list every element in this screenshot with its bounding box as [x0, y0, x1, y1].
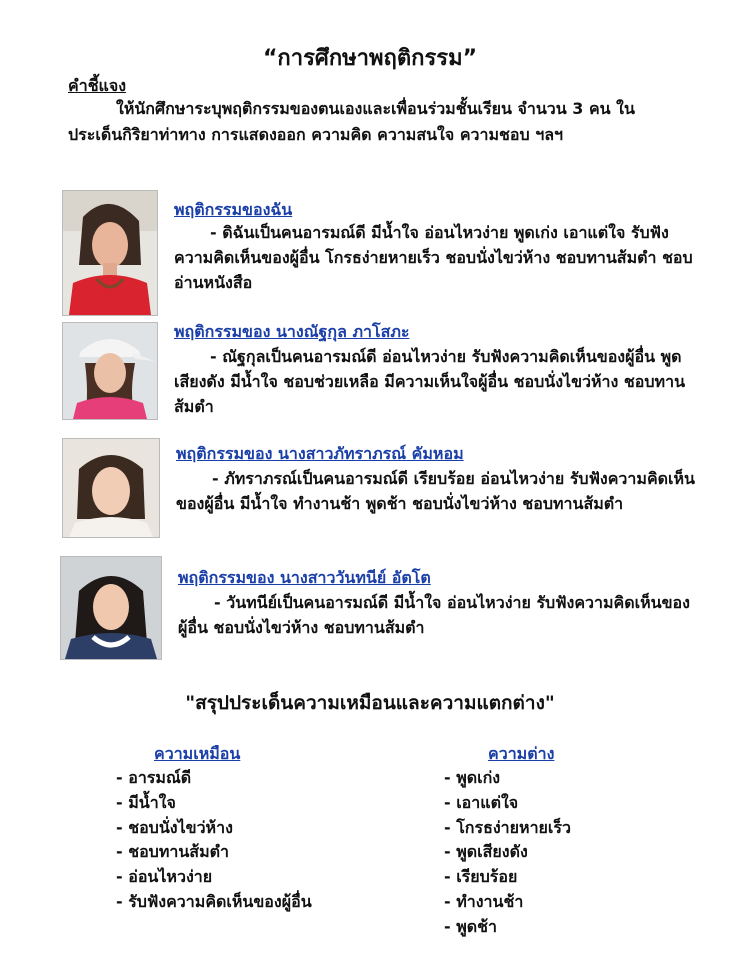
list-item: - อารมณ์ดี	[116, 768, 192, 787]
differences-list	[444, 766, 571, 940]
entry-title-2: พฤติกรรมของ นางณัฐกุล ภาโสภะ	[174, 322, 410, 341]
list-item: - เอาแต่ใจ	[444, 792, 519, 812]
list-item: - พูดช้า	[444, 916, 497, 936]
list-item: - รับฟังความคิดเห็นของผู้อื่น	[116, 891, 312, 911]
list-item: - มีน้ำใจ	[116, 792, 176, 812]
list-item: - ทำงานช้า	[444, 891, 524, 911]
page-title: “การศึกษาพฤติกรรม”	[262, 46, 478, 71]
list-item: - โกรธง่ายหายเร็ว	[444, 817, 571, 837]
list-item: - พูดเก่ง	[444, 768, 501, 787]
list-item: - ชอบนั่งไขว่ห้าง	[116, 817, 233, 837]
instructions-body: ให้นักศึกษาระบุพฤติกรรมของตนเองและเพื่อนร่วมชั้นเรียน จำนวน 3 คน ในประเด็นกิริยาท่าทาง การแสดงออก ความคิด ความสนใจ ความชอบ ฯลฯ	[68, 99, 635, 144]
entry-body-1: - ดิฉันเป็นคนอารมณ์ดี มีน้ำใจ อ่อนไหวง่าย พูดเก่ง เอาแต่ใจ รับฟังความคิดเห็นของผู้อื่น โกรธง่ายหายเร็ว ชอบนั่งไขว่ห้าง ชอบทานส้มตำ ชอบอ่านหนังสือ	[174, 223, 693, 292]
list-item: - ชอบทานส้มตำ	[116, 842, 229, 862]
portrait-photo-2	[62, 322, 158, 420]
differences-heading: ความต่าง	[488, 744, 555, 763]
similarities-heading: ความเหมือน	[154, 744, 241, 763]
entry-body-2: - ณัฐกุลเป็นคนอารมณ์ดี อ่อนไหวง่าย รับฟังความคิดเห็นของผู้อื่น พูดเสียงดัง มีน้ำใจ ชอบช่วยเหลือ มีความเห็นใจผู้อื่น ชอบนั่งไขว่ห้าง ชอบทานส้มตำ	[174, 347, 686, 416]
portrait-photo-3	[62, 438, 160, 538]
entry-title-4: พฤติกรรมของ นางสาววันทนีย์ อัตโต	[178, 568, 431, 587]
portrait-photo-4	[60, 556, 162, 660]
list-item: - อ่อนไหวง่าย	[116, 867, 213, 887]
instructions-text	[68, 96, 688, 148]
portrait-photo-1	[62, 190, 158, 316]
entry-title-1: พฤติกรรมของฉัน	[174, 200, 293, 219]
instructions-heading: คำชี้แจง	[68, 76, 127, 95]
similarities-list	[116, 766, 312, 915]
entry-body-4: - วันทนีย์เป็นคนอารมณ์ดี มีน้ำใจ อ่อนไหวง่าย รับฟังความคิดเห็นของผู้อื่น ชอบนั่งไขว่ห้าง ชอบทานส้มตำ	[178, 593, 690, 637]
entry-text-3	[176, 466, 696, 516]
entry-title-3: พฤติกรรมของ นางสาวภัทราภรณ์ คัมหอม	[176, 444, 464, 463]
entry-text-1	[174, 220, 694, 295]
entry-text-4	[178, 590, 698, 640]
entry-body-3: - ภัทราภรณ์เป็นคนอารมณ์ดี เรียบร้อย อ่อนไหวง่าย รับฟังความคิดเห็นของผู้อื่น มีน้ำใจ ทำงานช้า พูดช้า ชอบนั่งไขว่ห้าง ชอบทานส้มตำ	[176, 469, 695, 513]
entry-text-2	[174, 344, 694, 419]
list-item: - เรียบร้อย	[444, 867, 518, 887]
list-item: - พูดเสียงดัง	[444, 842, 528, 862]
summary-title: "สรุปประเด็นความเหมือนและความแตกต่าง"	[185, 692, 555, 714]
